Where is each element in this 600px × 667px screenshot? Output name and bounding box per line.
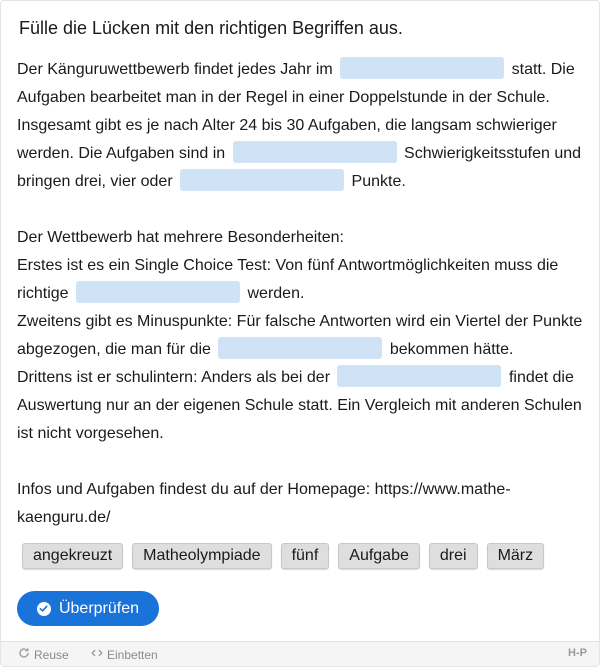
text-segment: findet die Auswertung nur an der eigenen Schule statt. Ein Vergleich mit anderen Schulen ist nicht vorgesehen. xyxy=(17,369,582,442)
text-segment: Schwierigkeitsstufen und bringen drei, vier oder xyxy=(17,145,582,190)
drop-zone-5[interactable] xyxy=(218,337,382,359)
text-segment: Punkte. xyxy=(351,173,406,190)
h5p-logo[interactable]: H-P xyxy=(568,647,587,659)
drop-zone-3[interactable] xyxy=(180,169,344,191)
text-segment: Der Känguruwettbewerb findet jedes Jahr im xyxy=(17,61,333,78)
check-button[interactable] xyxy=(17,591,159,626)
text-segment: Infos und Aufgaben findest du auf der Homepage: https://www.mathe-kaenguru.de/ xyxy=(17,481,511,526)
draggable-word[interactable]: drei xyxy=(429,543,478,569)
embed-label: Einbetten xyxy=(107,647,158,662)
draggable-word-bank xyxy=(22,543,544,569)
footer-bar xyxy=(1,641,599,666)
drop-zone-6[interactable] xyxy=(337,365,501,387)
drop-zone-2[interactable] xyxy=(233,141,397,163)
drop-zone-1[interactable] xyxy=(340,57,504,79)
text-segment: statt. Die Aufgaben bearbeitet man in der Regel in einer Doppelstunde in der Schule. Insgesamt gibt es je nach Alter 24 bis 30 Aufgaben, die langsam schwieriger werden. Die Aufgaben sind in xyxy=(17,61,575,162)
draggable-word[interactable]: Aufgabe xyxy=(338,543,420,569)
reuse-label: Reuse xyxy=(34,647,69,662)
embed-button[interactable] xyxy=(91,647,158,662)
drop-zone-4[interactable] xyxy=(76,281,240,303)
text-segment: Zweitens gibt es Minuspunkte: Für falsche Antworten wird ein Viertel der Punkte abgezogen, die man für die xyxy=(17,313,583,358)
draggable-word[interactable]: März xyxy=(487,543,545,569)
text-segment: Der Wettbewerb hat mehrere Besonderheiten: xyxy=(17,229,344,246)
draggable-word[interactable]: fünf xyxy=(281,543,330,569)
draggable-word[interactable]: Matheolympiade xyxy=(132,543,271,569)
text-segment: bekommen hätte. xyxy=(389,341,514,358)
task-title: Fülle die Lücken mit den richtigen Begriffen aus. xyxy=(19,18,403,38)
cloze-text xyxy=(17,56,589,532)
reuse-icon xyxy=(18,647,30,662)
draggable-word[interactable]: angekreuzt xyxy=(22,543,123,569)
check-circle-icon xyxy=(37,602,51,616)
code-icon xyxy=(91,647,103,662)
text-segment: Drittens ist er schulintern: Anders als bei der xyxy=(17,369,331,386)
check-button-label: Überprüfen xyxy=(58,599,140,617)
text-segment: Erstes ist es ein Single Choice Test: Von fünf Antwortmöglichkeiten muss die richtige xyxy=(17,257,559,302)
text-segment: werden. xyxy=(247,285,305,302)
reuse-button[interactable] xyxy=(18,647,69,662)
